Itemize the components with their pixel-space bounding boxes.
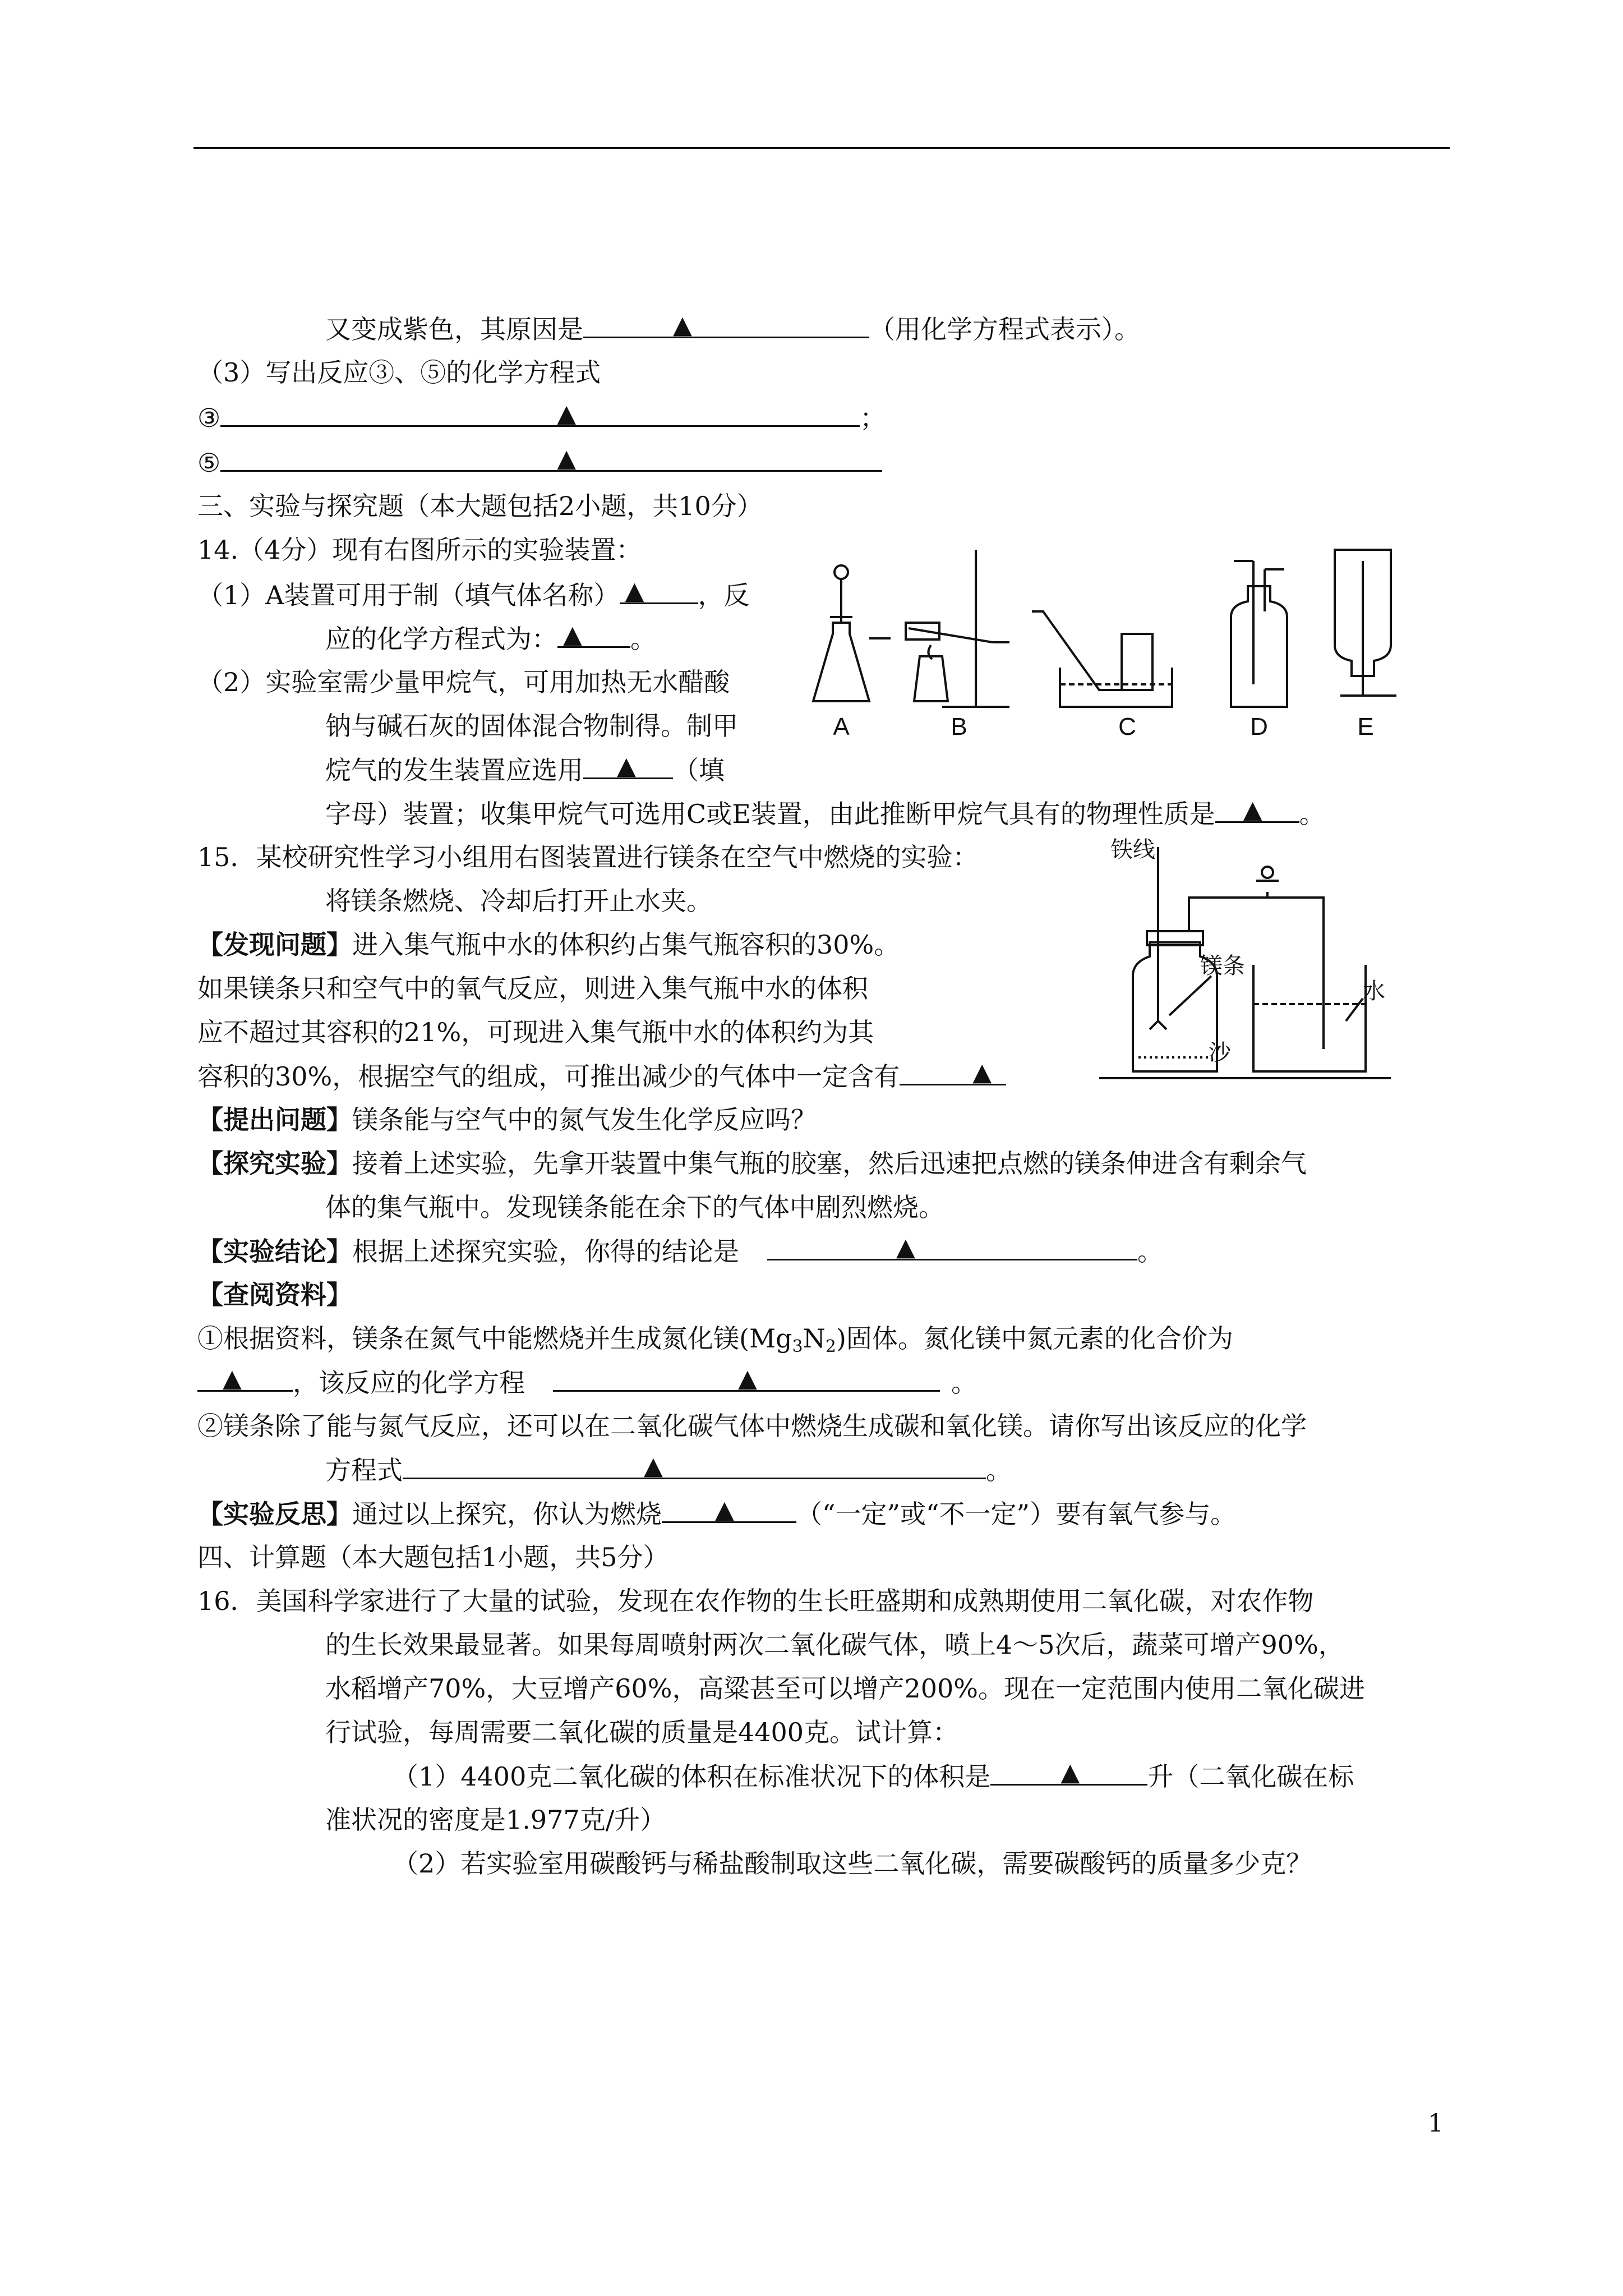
q15-r2a: ②镁条除了能与氮气反应，还可以在二氧化碳气体中燃烧生成碳和氧化镁。请你写出该反应的化学: [197, 1411, 1307, 1441]
triangle-mark: ▲: [1061, 1758, 1080, 1787]
q13-eq3: ③ ▲ ；: [197, 401, 886, 435]
q14-p1b: 应的化学方程式为： ▲ 。: [325, 622, 656, 656]
q15-apparatus-figure: [1099, 836, 1391, 1083]
triangle-mark: ▲: [625, 577, 644, 605]
section4-heading: 四、计算题（本大题包括1小题，共5分）: [197, 1542, 669, 1572]
answer-blank[interactable]: [557, 622, 630, 648]
q16-l6: 准状况的密度是1.977克/升）: [325, 1805, 666, 1835]
q14-p2d: 字母）装置；收集甲烷气可选用C或E装置，由此推断甲烷气具有的物理性质是 ▲ 。: [325, 797, 1325, 831]
page-number: 1: [1428, 2109, 1444, 2138]
q15-r2b: 方程式 ▲ 。: [325, 1453, 1012, 1487]
q14-stem: 14.（4分）现有右图所示的实验装置：: [197, 535, 642, 565]
q15-d3: 应不超过其容积的21%，可现进入集气瓶中水的体积约为其: [197, 1017, 874, 1047]
q15-discover: 【发现问题】进入集气瓶中水的体积约占集气瓶容积的30%。: [197, 930, 900, 960]
answer-blank[interactable]: [900, 1059, 1006, 1085]
triangle-mark: ▲: [896, 1233, 915, 1262]
triangle-mark: ▲: [223, 1364, 242, 1393]
triangle-mark: ▲: [1243, 795, 1262, 824]
q15-ask: 【提出问题】镁条能与空气中的氮气发生化学反应吗？: [197, 1105, 817, 1135]
q15-r1c: ▲ ，该反应的化学方程 ▲ 。: [197, 1365, 977, 1400]
q13-eq5: ⑤ ▲: [197, 445, 882, 480]
triangle-mark: ▲: [644, 1452, 663, 1480]
triangle-mark: ▲: [563, 620, 582, 649]
q15-reflect: 【实验反思】通过以上探究，你认为燃烧 ▲ （“一定”或“不一定”）要有氧气参与。: [197, 1497, 1236, 1531]
q13-line-a: 又变成紫色，其原因是 ▲ （用化学方程式表示）。: [325, 312, 1140, 346]
section3-heading: 三、实验与探究题（本大题包括2小题，共10分）: [197, 491, 763, 521]
header-rule: [193, 147, 1450, 149]
q15-explore2: 体的集气瓶中。发现镁条能在余下的气体中剧烈燃烧。: [325, 1192, 944, 1222]
q15-conclusion: 【实验结论】根据上述探究实验，你得的结论是 ▲ 。: [197, 1234, 1163, 1268]
q16-l2: 的生长效果最显著。如果每周喷射两次二氧化碳气体，喷上4～5次后，蔬菜可增产90%，: [325, 1630, 1344, 1660]
answer-blank[interactable]: [767, 1234, 1137, 1260]
answer-blank[interactable]: [583, 312, 869, 338]
q16-l4: 行试验，每周需要二氧化碳的质量是4400克。试计算：: [325, 1717, 959, 1747]
answer-blank[interactable]: [403, 1453, 986, 1479]
fig-label-c: C: [1118, 713, 1136, 740]
q16-l5: （1）4400克二氧化碳的体积在标准状况下的体积是 ▲ 升（二氧化碳在标: [393, 1759, 1354, 1793]
answer-blank[interactable]: [197, 1365, 293, 1392]
q15-d2: 如果镁条只和空气中的氧气反应，则进入集气瓶中水的体积: [197, 973, 868, 1004]
q14-p2a: （2）实验室需少量甲烷气，可用加热无水醋酸: [197, 667, 730, 697]
answer-blank[interactable]: [1215, 797, 1299, 823]
fig-label-b: B: [951, 713, 967, 740]
q14-p2c: 烷气的发生装置应选用 ▲ （填: [325, 753, 725, 787]
fig-label-e: E: [1357, 713, 1374, 740]
fig-label-wire: 铁线: [1110, 838, 1155, 862]
q14-p1a: （1）A装置可用于制（填气体名称） ▲ ，反: [197, 578, 750, 612]
q15-explore: 【探究实验】接着上述实验，先拿开装置中集气瓶的胶塞，然后迅速把点燃的镁条伸进含有剩余气: [197, 1148, 1307, 1179]
answer-blank[interactable]: [620, 578, 698, 604]
q13-sub3: （3）写出反应③、⑤的化学方程式: [197, 357, 601, 388]
triangle-mark: ▲: [557, 444, 577, 473]
fig-label-water: 水: [1363, 979, 1385, 1004]
triangle-mark: ▲: [557, 399, 577, 428]
answer-blank[interactable]: [553, 1365, 940, 1392]
q16-l1: 16．美国科学家进行了大量的试验，发现在农作物的生长旺盛期和成熟期使用二氧化碳，对农作物: [197, 1586, 1314, 1616]
q15-ref-tag: 【查阅资料】: [197, 1280, 352, 1310]
answer-blank[interactable]: [220, 401, 860, 427]
triangle-mark: ▲: [738, 1364, 757, 1393]
fig-label-d: D: [1250, 713, 1268, 740]
q15-stem2: 将镁条燃烧、冷却后打开止水夹。: [325, 886, 712, 916]
q15-stem: 15．某校研究性学习小组用右图装置进行镁条在空气中燃烧的实验：: [197, 842, 979, 872]
triangle-mark: ▲: [715, 1496, 734, 1524]
fig-label-mg: 镁条: [1200, 954, 1245, 978]
answer-blank[interactable]: [220, 445, 882, 472]
fig-label-a: A: [833, 713, 850, 740]
q16-l7: （2）若实验室用碳酸钙与稀盐酸制取这些二氧化碳，需要碳酸钙的质量多少克？: [393, 1848, 1312, 1879]
q15-d4: 容积的30%，根据空气的组成，可推出减少的气体中一定含有 ▲: [197, 1059, 1006, 1093]
q14-apparatus-figure: [808, 539, 1441, 752]
q14-p2b: 钠与碱石灰的固体混合物制得。制甲: [325, 711, 738, 741]
answer-blank[interactable]: [662, 1497, 796, 1523]
q16-l3: 水稻增产70%，大豆增产60%，高粱甚至可以增产200%。现在一定范围内使用二氧化碳进: [325, 1673, 1365, 1704]
fig-label-sand: 沙: [1209, 1041, 1231, 1065]
answer-blank[interactable]: [990, 1759, 1147, 1786]
triangle-mark: ▲: [673, 311, 692, 339]
triangle-mark: ▲: [972, 1058, 992, 1087]
answer-blank[interactable]: [583, 753, 673, 779]
triangle-mark: ▲: [617, 752, 636, 780]
q15-r1: ①根据资料，镁条在氮气中能燃烧并生成氮化镁$(Mg_3N_2)$固体。氮化镁中氮元素的化合价为: [197, 1323, 1233, 1356]
